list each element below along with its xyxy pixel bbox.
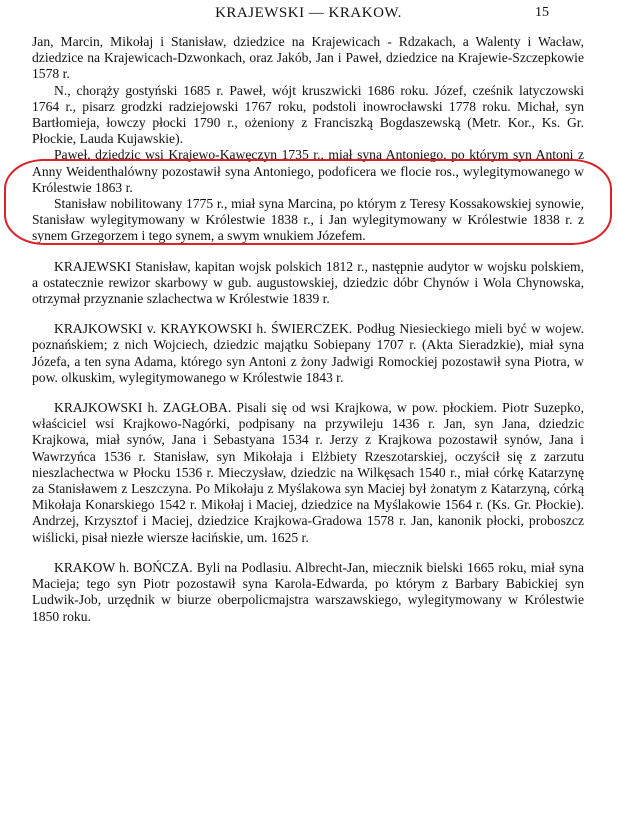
paragraph-krajkowski-zagloba: KRAJKOWSKI h. ZAGŁOBA. Pisali się od wsi Krajkowa, w pow. płockiem. Piotr Suzepko, właściciel wsi Krajkowo-Nagórki, podpisany na przywileju 1436 r. Jan, syn Jana, dziedzic Krajkowa, miał synów, Jana i Sebastyana 1534 r. Jerzy z Krajkowa pozostawił synów, Jana i Wawrzyńca 1536 r. Stanisław, syn Mikołaja i Elżbiety Rzeszotarskiej, oczyścił się z zarzutu nieszlachectwa w Płocku 1536 r. Mieczysław, dziedzic na Wilkęsach 1540 r., miał córkę Katarzynę za Stanisławem z Leszczyna. Po Mikołaju z Myślakowa syn Maciej był żonatym z Katarzyną, córką Mikołaja Konarskiego 1542 r. Mikołaj i Maciej, dziedzice na Myślakowie 1564 r. (Ks. Gr. Płockie). Andrzej, Krzysztof i Maciej, dziedzice Krajkowa-Gradowa 1578 r. Jan, kanonik płocki, proboszcz wiślicki, pisał niezłe wiersze łacińskie, um. 1625 r.	[32, 400, 584, 545]
paragraph-krajewski-pawel: Paweł, dziedzic wsi Krajewo-Kawęczyn 1735 r., miał syna Antoniego, po którym syn Antoni z Anny Weidenthalówny pozostawił syna Antoniego, podoficera we flocie ros., wylegitymowanego w Królestwie 1863 r.	[32, 147, 584, 195]
paragraph-krajewski-continued: Jan, Marcin, Mikołaj i Stanisław, dziedzice na Krajewicach - Rdzakach, a Walenty i Wacław, dziedzice na Krajewicach-Dzwonkach, oraz Jakób, Jan i Paweł, dziedzice na Krajewie-Szczepkowie 1578 r.	[32, 34, 584, 82]
paragraph-krajewski-stanislaw-captain: KRAJEWSKI Stanisław, kapitan wojsk polskich 1812 r., następnie audytor w wojsku polskiem, a ostatecznie rewizor skarbowy w gub. augustowskiej, dziedzic dóbr Chynów i Wola Chynowska, otrzymał przyznanie szlachectwa w Królestwie 1839 r.	[32, 258, 584, 307]
paragraph-krajewski-stanislaw: Stanisław nobilitowany 1775 r., miał syna Marcina, po którym z Teresy Kossakowskiej synowie, Stanisław wylegitymowany w Królestwie 1838 r., i Jan wylegitymowany w Królestwie 1838 r. z synem Grzegorzem i tego synem, a swym wnukiem Józefem.	[32, 196, 584, 244]
paragraph-krajewski-officials: N., chorąży gostyński 1685 r. Paweł, wójt kruszwicki 1686 roku. Józef, cześnik latyczowski 1764 r., pisarz grodzki radziejowski 1767 roku, podstoli inowrocławski 1778 roku. Michał, syn Bartłomieja, łowczy płocki 1790 r., ożeniony z Franciszką Bogdaszewską (Metr. Kor., Ks. Gr. Płockie, Lauda Kujawskie).	[32, 82, 584, 147]
paragraph-krakow-boncza: KRAKOW h. BOŃCZA. Byli na Podlasiu. Albrecht-Jan, miecznik bielski 1665 roku, miał syna Macieja; tego syn Piotr pozostawił syna Karola-Edwarda, po którym z Barbary Babickiej syn Ludwik-Job, urzędnik w biurze oberpolicmajstra warszawskiego, wylegitymowany w Królestwie 1850 roku.	[32, 559, 584, 624]
paragraph-krajkowski-swierczek: KRAJKOWSKI v. KRAYKOWSKI h. ŚWIERCZEK. Podług Niesieckiego mieli być w wojew. poznańskiem; z nich Wojciech, dziedzic majątku Sobiepany 1707 r. (Akta Sieradzkie), miał syna Józefa, a ten syna Adama, którego syn Antoni z żony Jadwigi Romockiej pozostawił syna Piotra, w pow. olkuskim, wylegitymowanego w Królestwie 1843 r.	[32, 321, 584, 385]
running-title: KRAJEWSKI — KRAKOW.	[215, 5, 402, 21]
page-number: 15	[535, 5, 549, 20]
page-header	[0, 5, 617, 25]
body-text	[32, 34, 584, 625]
